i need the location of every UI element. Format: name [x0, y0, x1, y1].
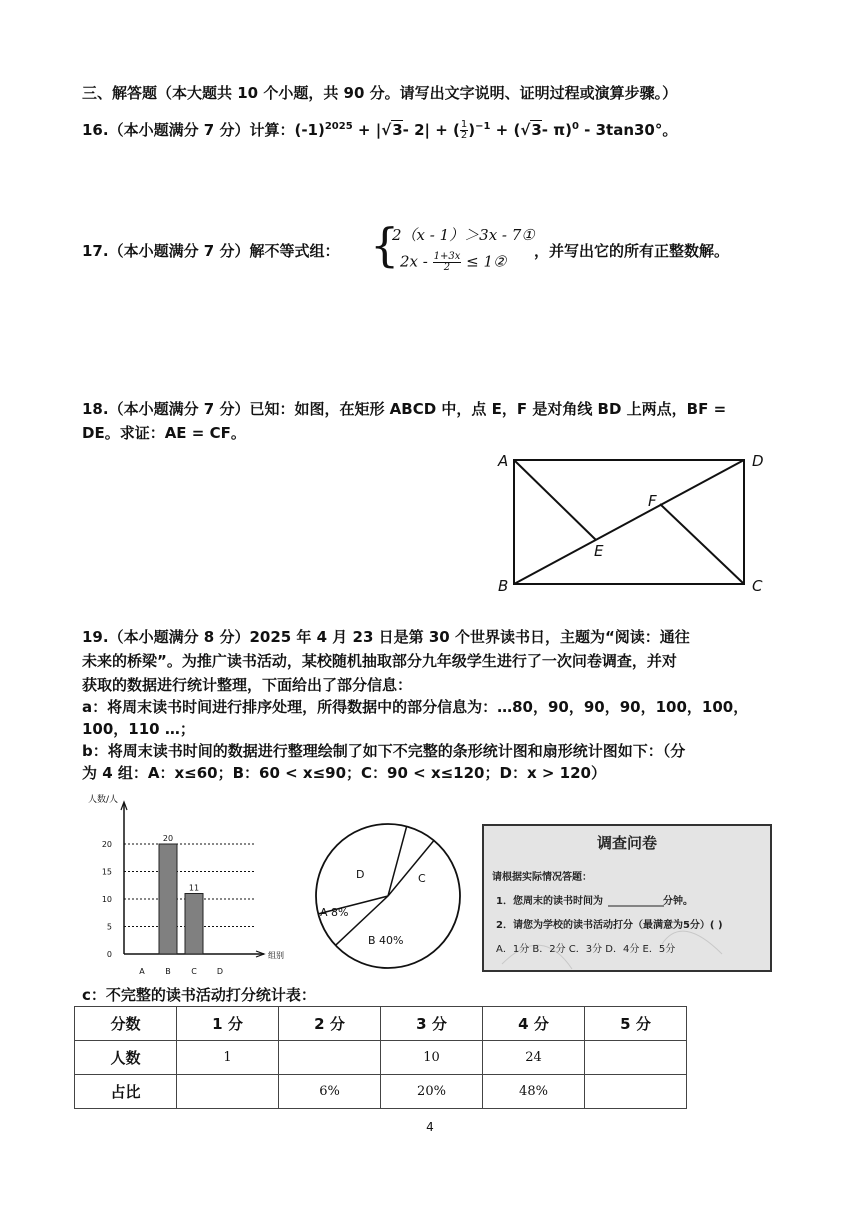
q16-term: - 2| + (	[402, 121, 460, 139]
table-header-cell: 4 分	[483, 1007, 585, 1041]
question-19-line2: 未来的桥梁”。为推广读书活动，某校随机抽取部分九年级学生进行了一次问卷调查，并对	[82, 652, 677, 670]
q16-sqrt-arg: 3	[392, 121, 403, 139]
pie-slice-label: B 40%	[368, 934, 404, 947]
ineq2-num: 1+3x	[433, 251, 461, 262]
x-tick-label: C	[191, 967, 197, 976]
table-header-cell: 5 分	[585, 1007, 687, 1041]
q16-frac-den: 2	[460, 130, 468, 141]
y-tick-label: 15	[101, 867, 112, 877]
table-header-cell: 1 分	[177, 1007, 279, 1041]
bar-data-label: 20	[162, 834, 174, 843]
questionnaire-q1-post: 分钟。	[662, 896, 693, 907]
system-brace: {	[370, 218, 400, 272]
section-heading: 三、解答题（本大题共 10 个小题，共 90 分。请写出文字说明、证明过程或演算步骤。）	[82, 84, 678, 102]
label-f: F	[648, 492, 657, 510]
score-table-caption: c：不完整的读书活动打分统计表：	[82, 986, 316, 1004]
table-row	[75, 1075, 687, 1109]
table-cell: 20%	[381, 1075, 483, 1109]
questionnaire-title: 调查问卷	[596, 834, 658, 852]
label-d: D	[752, 452, 764, 470]
questionnaire-q1-pre: 1．您周末的读书时间为	[496, 896, 603, 907]
table-row	[75, 1007, 687, 1041]
inequality-1: 2（x - 1）＞3x - 7①	[392, 226, 535, 244]
bar-data-label: 11	[188, 883, 200, 893]
questionnaire-q1	[496, 894, 693, 907]
label-c: C	[752, 577, 763, 595]
q16-term: + (	[490, 121, 521, 139]
question-18-line2: DE。求证：AE = CF。	[82, 424, 246, 442]
pie-slice-label: A 8%	[320, 906, 349, 919]
label-b: B	[498, 577, 509, 595]
ineq2-fraction	[433, 252, 462, 273]
bar	[159, 844, 177, 954]
inequality-2	[400, 252, 506, 273]
x-tick-label: D	[216, 967, 224, 976]
q16-term: + |	[352, 121, 382, 139]
y-tick-label: 5	[106, 922, 112, 932]
questionnaire-image	[482, 824, 772, 972]
info-b-line1: b：将周末读书时间的数据进行整理绘制了如下不完整的条形统计图和扇形统计图如下：（分	[82, 742, 686, 760]
table-header-cell: 分数	[75, 1007, 177, 1041]
info-b-line2: 为 4 组：A：x≤60；B：60 < x≤90；C：90 < x≤120；D：x > 120）	[82, 764, 606, 782]
page-number: 4	[426, 1120, 434, 1134]
question-18-line1: 18.（本小题满分 7 分）已知：如图，在矩形 ABCD 中，点 E，F 是对角线 BD 上两点，BF =	[82, 400, 727, 418]
q16-frac-num: 1	[460, 119, 468, 130]
label-a: A	[498, 452, 509, 470]
question-19-line3: 获取的数据进行统计整理，下面给出了部分信息：	[82, 676, 413, 694]
table-row-label: 人数	[75, 1041, 177, 1075]
table-cell	[279, 1041, 381, 1075]
question-17-prefix	[82, 240, 339, 262]
label-e: E	[594, 542, 604, 560]
table-cell: 1	[177, 1041, 279, 1075]
table-cell	[177, 1075, 279, 1109]
question-16: 16.（本小题满分 7 分）计算：$(-1)^{2025} + |√3-$ 2| + ( $\frac{1}{2}$ )$^{-1}$ + (√3- π)$^0$ - 3tan30°。	[82, 119, 678, 141]
q16-term: )	[468, 121, 476, 139]
table-header-cell: 3 分	[381, 1007, 483, 1041]
q16-exponent: 0	[571, 121, 579, 132]
ineq2-den: 2	[443, 262, 451, 273]
table-row	[75, 1041, 687, 1075]
y-tick-label: 10	[101, 895, 112, 904]
q16-fraction	[460, 120, 468, 141]
y-axis-label: 人数/人	[88, 795, 119, 805]
bar	[185, 894, 203, 955]
table-cell: 24	[483, 1041, 585, 1075]
table-cell: 6%	[279, 1075, 381, 1109]
table-cell: 10	[381, 1041, 483, 1075]
diagonal-bd	[514, 460, 744, 584]
pie-slice-label: D	[356, 868, 365, 881]
q16-sqrt-arg: 3	[531, 121, 542, 139]
q17-number: 17.	[82, 242, 109, 260]
info-a-line1: a：将周末读书时间进行排序处理，所得数据中的部分信息为：…80，90，90，90，100，100，	[82, 698, 749, 716]
y-tick-label: 20	[101, 840, 112, 849]
q16-term: - 3tan30°。	[578, 121, 678, 139]
q17-prefix: （本小题满分 7 分）解不等式组：	[108, 242, 340, 260]
ineq2-left: 2x -	[400, 252, 433, 271]
info-a-line2: 100，110 …；	[82, 720, 195, 738]
q16-exponent: −1	[475, 121, 491, 132]
score-table	[74, 1006, 687, 1109]
x-tick-label: A	[139, 967, 145, 976]
q16-number: 16.	[82, 121, 109, 139]
table-header-cell: 2 分	[279, 1007, 381, 1041]
segment-ae	[514, 460, 596, 540]
q16-term: (-1)	[294, 121, 325, 139]
q17-suffix: ，并写出它的所有正整数解。	[534, 242, 730, 260]
questionnaire-options: A．1分 B．2分 C．3分 D．4分 E．5分	[496, 944, 676, 955]
table-row-label: 占比	[75, 1075, 177, 1109]
questionnaire-q2: 2．请您为学校的读书活动打分（最满意为5分）( )	[496, 920, 723, 931]
table-cell	[585, 1075, 687, 1109]
rectangle-diagram	[490, 446, 780, 596]
x-tick-label: B	[165, 967, 171, 976]
questionnaire-prompt: 请根据实际情况答题：	[492, 872, 592, 883]
bar-chart	[84, 788, 304, 978]
question-19-line1: 19.（本小题满分 8 分）2025 年 4 月 23 日是第 30 个世界读书日，主题为“阅读：通往	[82, 628, 690, 646]
pie-slice-label: C	[418, 872, 426, 885]
q16-prefix: （本小题满分 7 分）计算：	[108, 121, 295, 139]
ineq2-right: ≤ 1②	[461, 252, 507, 271]
y-tick-label: 0	[106, 950, 112, 959]
pie-chart	[312, 798, 466, 982]
table-cell: 48%	[483, 1075, 585, 1109]
segment-cf	[660, 504, 744, 584]
table-cell	[585, 1041, 687, 1075]
x-axis-label: 组别	[268, 951, 284, 960]
q16-exponent: 2025	[324, 121, 353, 132]
q16-term: - π)	[541, 121, 572, 139]
